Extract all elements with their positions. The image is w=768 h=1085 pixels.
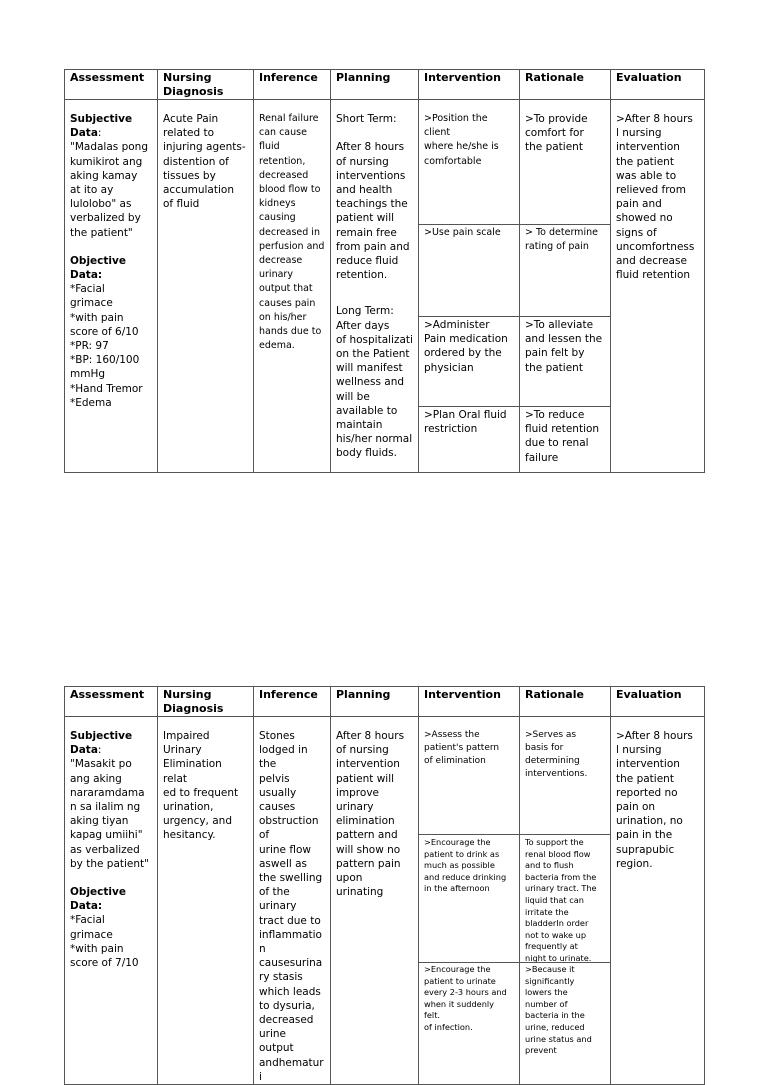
intervention-item: >Administer Pain medication ordered by the physician bbox=[424, 319, 508, 374]
header-rationale: Rationale bbox=[520, 70, 611, 100]
nursing-diagnosis-cell: Acute Pain related to injuring agents- distention of tissues by accumulation of fluid bbox=[158, 100, 254, 473]
header-planning: Planning bbox=[331, 687, 419, 717]
header-rationale: Rationale bbox=[520, 687, 611, 717]
rationale-item: >Because it significantly lowers the number of bacteria in the urine, reduced urine status and prevent bbox=[525, 964, 592, 1056]
care-plan-table-1 bbox=[64, 69, 705, 473]
header-assessment: Assessment bbox=[65, 70, 158, 100]
rationale-item: >Serves as basis for determining interventions. bbox=[525, 730, 588, 779]
subjective-data-text: "Madalas pong kumikirot ang aking kamay at ito ay lulolobo" as verbalized by the patient" bbox=[70, 141, 148, 239]
rationale-item: To support the renal blood flow and to flush bacteria from the urinary tract. The liquid that can irritate the bladderIn order not to wake up frequently at night to urinate. bbox=[525, 837, 597, 963]
objective-data-items: *Facial grimace *with pain score of 7/10 bbox=[70, 914, 139, 970]
header-inference: Inference bbox=[254, 687, 331, 717]
rationale-item: >To provide comfort for the patient bbox=[525, 113, 588, 154]
subjective-data-label: Subjective Data bbox=[70, 113, 133, 140]
intervention-item: >Use pain scale bbox=[424, 227, 501, 238]
intervention-cell bbox=[419, 100, 520, 473]
intervention-item: >Encourage the patient to drink as much as possible and reduce drinking in the afternoon bbox=[424, 837, 507, 894]
rationale-item: > To determine rating of pain bbox=[525, 227, 598, 253]
planning-cell bbox=[331, 100, 419, 473]
subjective-data-text: "Masakit po ang aking nararamdama n sa ilalim ng aking tiyan kapag umiihi" as verbalized by the patient" bbox=[70, 758, 149, 870]
care-plan-table-2 bbox=[64, 686, 705, 1085]
header-intervention: Intervention bbox=[419, 70, 520, 100]
planning-cell: After 8 hours of nursing intervention patient will improve urinary elimination pattern and will show no pattern pain upon urinating bbox=[331, 717, 419, 1085]
intervention-cell bbox=[419, 717, 520, 1085]
header-inference: Inference bbox=[254, 70, 331, 100]
assessment-cell: Subjective Data: "Masakit po ang aking nararamdama n sa ilalim ng aking tiyan kapag umiihi" as verbalized by the patient" Objective Data: *Facial grimace *with pain score of 7/10 bbox=[65, 717, 158, 1085]
header-planning: Planning bbox=[331, 70, 419, 100]
header-evaluation: Evaluation bbox=[611, 70, 705, 100]
header-nursing-diagnosis: Nursing Diagnosis bbox=[158, 70, 254, 100]
intervention-item: >Encourage the patient to urinate every 2-3 hours and when it suddenly felt. of infection. bbox=[424, 964, 507, 1032]
evaluation-cell: >After 8 hours l nursing intervention the patient was able to relieved from pain and showed no signs of uncomfortness and decrease fluid retention bbox=[611, 100, 705, 473]
header-nursing-diagnosis: Nursing Diagnosis bbox=[158, 687, 254, 717]
planning-short-term: Short Term: After 8 hours of nursing interventions and health teachings the patient will remain free from pain and reduce fluid retention. bbox=[336, 113, 410, 282]
intervention-item: >Assess the patient's pattern of elimination bbox=[424, 730, 500, 766]
evaluation-cell: >After 8 hours l nursing intervention the patient reported no pain on urination, no pain in the suprapubic region. bbox=[611, 717, 705, 1085]
header-evaluation: Evaluation bbox=[611, 687, 705, 717]
assessment-cell: Subjective Data: "Madalas pong kumikirot ang aking kamay at ito ay lulolobo" as verbalized by the patient" Objective Data: *Facial grimace *with pain score of 6/10 *PR: 97 *BP: 160/100 mmHg *Hand Tremor *Edema bbox=[65, 100, 158, 473]
objective-data-label: Objective Data: bbox=[70, 254, 126, 282]
planning-long-term: Long Term: After days of hospitalizati on the Patient will manifest wellness and will be available to maintain his/her normal body fluids. bbox=[336, 305, 413, 460]
objective-data-label: Objective Data: bbox=[70, 886, 126, 913]
intervention-item: >Plan Oral fluid restriction bbox=[424, 409, 507, 436]
inference-cell: Stones lodged in the pelvis usually causes obstruction of urine flow aswell as the swelling of the urinary tract due to inflammatio n causesurina ry stasis which leads to dysuria, decreased urine output andhematuri bbox=[254, 717, 331, 1085]
rationale-cell bbox=[520, 100, 611, 473]
objective-data-items: *Facial grimace *with pain score of 6/10 *PR: 97 *BP: 160/100 mmHg *Hand Tremor *Edema bbox=[70, 283, 143, 409]
intervention-item: >Position the client where he/she is comfortable bbox=[424, 113, 499, 167]
rationale-item: >To reduce fluid retention due to renal failure bbox=[525, 409, 600, 464]
header-assessment: Assessment bbox=[65, 687, 158, 717]
rationale-item: >To alleviate and lessen the pain felt by the patient bbox=[525, 319, 603, 374]
rationale-cell bbox=[520, 717, 611, 1085]
inference-cell: Renal failure can cause fluid retention, decreased blood flow to kidneys causing decreased in perfusion and decrease urinary output that causes pain on his/her hands due to edema. bbox=[254, 100, 331, 473]
subjective-data-label: Subjective Data bbox=[70, 730, 133, 757]
header-intervention: Intervention bbox=[419, 687, 520, 717]
nursing-diagnosis-cell: Impaired Urinary Elimination relat ed to frequent urination, urgency, and hesitancy. bbox=[158, 717, 254, 1085]
